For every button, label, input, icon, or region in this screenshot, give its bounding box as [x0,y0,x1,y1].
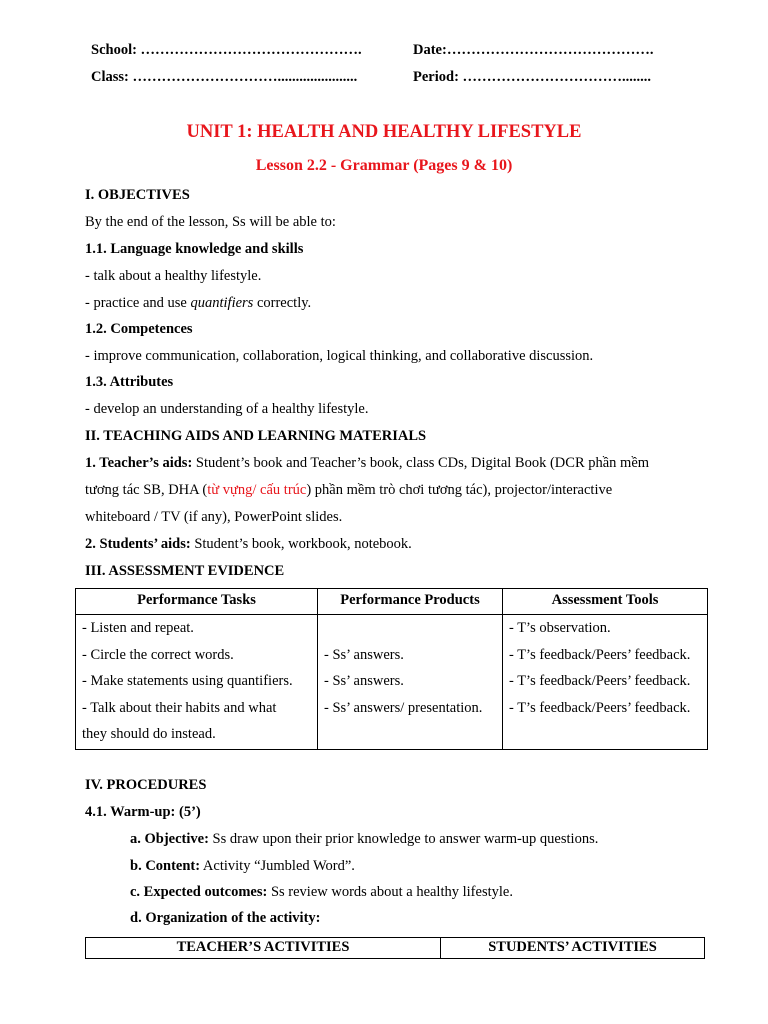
teachers-aids-line: tương tác SB, DHA (từ vựng/ cấu trúc) phần mềm trò chơi tương tác), projector/interactive [85,482,613,498]
date-field: Date:……………………………………. [413,42,654,58]
column-header: Performance Products [318,589,503,615]
table-row [76,615,708,750]
teachers-aids-line: 1. Teacher’s aids: Student’s book and Teacher’s book, class CDs, Digital Book (DCR phần mềm [85,455,650,471]
warmup-content: b. Content: Activity “Jumbled Word”. [130,858,355,874]
objectives-heading: I. OBJECTIVES [85,187,190,203]
procedures-heading: IV. PROCEDURES [85,777,207,793]
objective-item: - talk about a healthy lifestyle. [85,268,262,284]
teachers-aids-line: whiteboard / TV (if any), PowerPoint slides. [85,509,343,525]
vocabulary-note: từ vựng/ cấu trúc [207,482,307,498]
teaching-aids-heading: II. TEACHING AIDS AND LEARNING MATERIALS [85,428,427,444]
lesson-subtitle: Lesson 2.2 - Grammar (Pages 9 & 10) [255,157,513,174]
tools-cell: - T’s observation. - T’s feedback/Peers’ feedback. - T’s feedback/Peers’ feedback. - T’s feedback/Peers’ feedback. [503,615,708,750]
table-header-row [76,589,708,615]
products-cell: - Ss’ answers. - Ss’ answers. - Ss’ answers/ presentation. [318,615,503,750]
column-header: Performance Tasks [76,589,318,615]
objective-item: - improve communication, collaboration, logical thinking, and collaborative discussion. [85,348,594,364]
assessment-table [75,588,708,750]
column-header: TEACHER’S ACTIVITIES [86,938,441,959]
students-aids-line: 2. Students’ aids: Student’s book, workbook, notebook. [85,536,412,552]
activities-table [85,937,705,959]
warmup-objective: a. Objective: Ss draw upon their prior knowledge to answer warm-up questions. [130,831,599,847]
objectives-intro: By the end of the lesson, Ss will be able to: [85,214,336,230]
competences-heading: 1.2. Competences [85,321,193,337]
objective-item: - practice and use quantifiers correctly. [85,295,312,311]
language-knowledge-heading: 1.1. Language knowledge and skills [85,241,304,257]
table-header-row [86,938,705,959]
assessment-heading: III. ASSESSMENT EVIDENCE [85,563,285,579]
tasks-cell: - Listen and repeat. - Circle the correct words. - Make statements using quantifiers. - Talk about their habits and what they should do instead. [76,615,318,750]
warmup-organization: d. Organization of the activity: [130,910,321,926]
objective-item: - develop an understanding of a healthy lifestyle. [85,401,369,417]
attributes-heading: 1.3. Attributes [85,374,174,390]
period-field: Period: ……………………………........ [413,69,652,85]
school-field: School: ………………………………………. [91,42,362,58]
column-header: STUDENTS’ ACTIVITIES [441,938,705,959]
warmup-outcomes: c. Expected outcomes: Ss review words about a healthy lifestyle. [130,884,513,900]
unit-title: UNIT 1: HEALTH AND HEALTHY LIFESTYLE [186,122,582,142]
quantifiers-emphasis: quantifiers [190,295,254,311]
column-header: Assessment Tools [503,589,708,615]
warmup-heading: 4.1. Warm-up: (5’) [85,804,201,820]
class-field: Class: …………………………...................... [91,69,358,85]
